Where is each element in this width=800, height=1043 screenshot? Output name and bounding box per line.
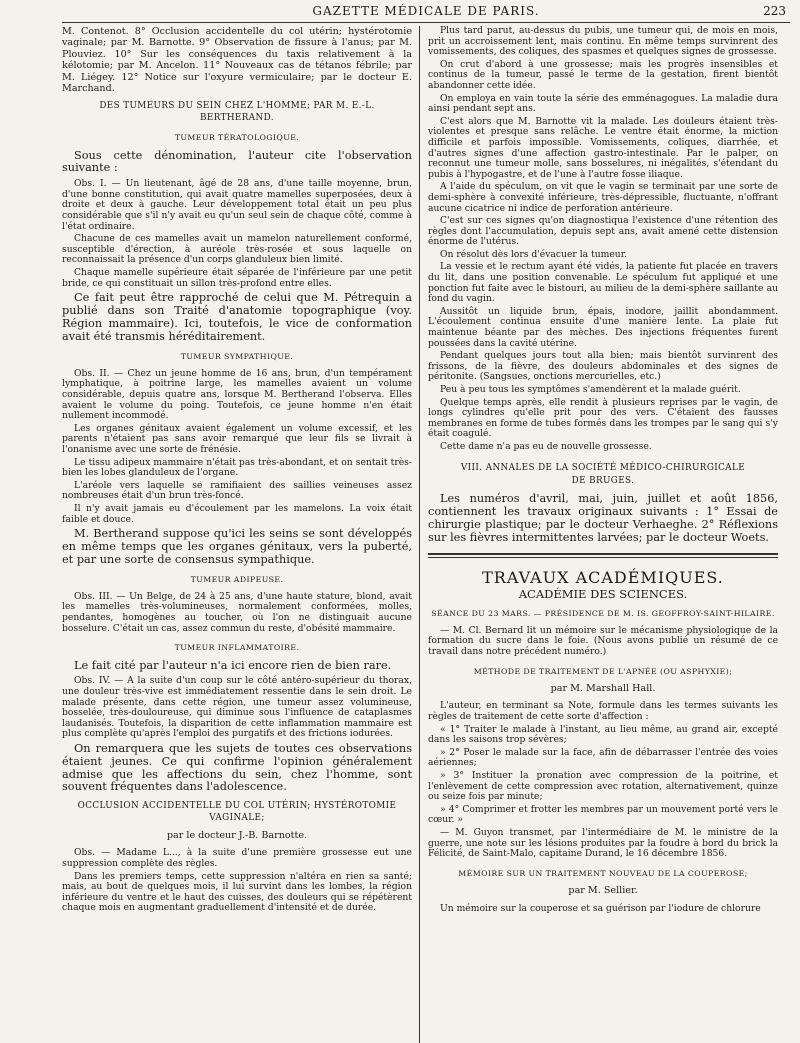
journal-title: GAZETTE MÉDICALE DE PARIS. xyxy=(312,4,540,18)
paragraph: On crut d'abord à une grossesse; mais les progrès insensibles et continus de la tumeur, passé le terme de la gestation, firent bientôt abandonner cette idée. xyxy=(428,58,778,91)
paragraph: Aussitôt un liquide brun, épais, inodore, jaillit abondamment. L'écoulement continua ensuite d'une manière lente. La plaie fut maintenue béante par des mèches. Des injections fréquentes furent poussées dans la cavité utérine. xyxy=(428,305,778,349)
observation-paragraph: L'aréole vers laquelle se ramifiaient des saillies veineuses assez nombreuses était d'un brun très-foncé. xyxy=(62,479,412,502)
page-header xyxy=(62,0,790,23)
page-number: 223 xyxy=(763,4,786,18)
paragraph: La vessie et le rectum ayant été vidés, la patiente fut placée en travers du lit, dans une position convenable. Le spéculum fut appliqué et une ponction fut faite avec le bistouri, au milieu de la demi-sphère saillante au fond du vagin. xyxy=(428,261,778,305)
right-column xyxy=(420,26,778,1043)
paragraph: On remarquera que les sujets de toutes ces observations étaient jeunes. Ce qui confirme l'opinion généralement admise que les affections du sein, chez l'homme, sont souvent fréquentes dans l'adolescence. xyxy=(62,742,412,794)
paragraph: » 4° Comprimer et frotter les membres par un mouvement porté vers le cœur. » xyxy=(428,803,778,826)
observation-paragraph: Le tissu adipeux mammaire n'était pas très-abondant, et on sentait très-bien les lobes glanduleux de l'organe. xyxy=(62,456,412,479)
subsection-author: par M. Sellier. xyxy=(568,885,638,897)
section-title: DES TUMEURS DU SEIN CHEZ L'HOMME; PAR M. E.-L. BERTHERAND. xyxy=(99,101,375,123)
section-subtitle: DE BRUGES. xyxy=(571,475,635,486)
subsection-title: TUMEUR INFLAMMATOIRE. xyxy=(174,643,300,653)
paragraph: Pendant quelques jours tout alla bien; mais bientôt survinrent des frissons, de la fièvre, des douleurs abdominales et des signes de péritonite. (Sangsues, onctions mercurielles, etc.) xyxy=(428,350,778,383)
paragraph: — M. Cl. Bernard lit un mémoire sur le mécanisme physiologique de la formation du sucre dans le foie. (Nous avons publié un résumé de ce travail dans notre précédent numéro.) xyxy=(428,624,778,657)
observation-paragraph: Obs. IV. — A la suite d'un coup sur le côté antéro-supérieur du thorax, une douleur très-vive est immédiatement ressentie dans le sein droit. Le malade présente, dans cette région, une tumeur assez volumineuse, bosselée, très-douloureuse, qui diminue sous l'influence de cataplasmes laudanisés. Toutefois, la disparition de cette inflammation mammaire est plus complète qu'après l'emploi des purgatifs et des frictions iodurées. xyxy=(62,675,412,740)
academy-title: ACADÉMIE DES SCIENCES. xyxy=(518,586,688,601)
observation-paragraph: Obs. III. — Un Belge, de 24 à 25 ans, d'une haute stature, blond, avait les mamelles très-volumineuses, normalement conformées, molles, pendantes, homogènes au toucher, où l'on ne distinguait aucune bosselure. C'était un cas, assez commun du reste, d'obésité mammaire. xyxy=(62,590,412,634)
paragraph: Un mémoire sur la couperose et sa guérison par l'iodure de chlorure xyxy=(440,902,761,914)
observation-paragraph: Obs. II. — Chez un jeune homme de 16 ans, brun, d'un tempérament lymphatique, à poitrine large, les mamelles avaient un volume considérable, depuis quatre ans, lorsque M. Bertherand l'observa. Elles avaient le volume du poing. Toutefois, ce jeune homme n'en était nullement incommodé. xyxy=(62,367,412,422)
paragraph: Peu à peu tous les symptômes s'amendèrent et la malade guérit. xyxy=(440,384,741,395)
paragraph: Plus tard parut, au-dessus du pubis, une tumeur qui, de mois en mois, prit un accroissement lent, mais continu. En même temps survinrent des vomissements, des coliques, des spasmes et quelques signes de grossesse. xyxy=(428,26,778,58)
section-title: VIII. ANNALES DE LA SOCIÉTÉ MÉDICO-CHIRURGICALE xyxy=(460,462,746,473)
paragraph: Ce fait peut être rapproché de celui que M. Pétrequin a publié dans son Traité d'anatomie topographique (voy. Région mammaire). Ici, toutefois, le vice de conformation avait été transmis héréditairement. xyxy=(62,291,412,343)
paragraph: On résolut dès lors d'évacuer la tumeur. xyxy=(440,248,628,260)
observation-paragraph: Dans les premiers temps, cette suppression n'altéra en rien sa santé; mais, au bout de quelques mois, il lui survint dans les lombes, la région inférieure du ventre et le haut des cuisses, des douleurs qui se répétèrent chaque mois en augmentant graduellement d'intensité et de durée. xyxy=(62,870,412,914)
paragraph: C'est sur ces signes qu'on diagnostiqua l'existence d'une rétention des règles dont l'accumulation, depuis sept ans, avait amené cette distension énorme de l'utérus. xyxy=(428,215,778,248)
paragraph: » 2° Poser le malade sur la face, afin de débarrasser l'entrée des voies aériennes; xyxy=(428,746,778,769)
paragraph: A l'aide du spéculum, on vit que le vagin se terminait par une sorte de demi-sphère à convexité inférieure, très-dépressible, fluctuante, n'offrant aucune cicatrice ni indice de perforation antérieure. xyxy=(428,181,778,214)
columns xyxy=(62,26,790,1043)
observation-paragraph: Les organes génitaux avaient également un volume excessif, et les parents n'étaient pas sans avoir remarqué que leur fils se livrait à l'onanisme avec une sorte de frénésie. xyxy=(62,422,412,455)
paragraph: L'auteur, en terminant sa Note, formule dans les termes suivants les règles de traitement de cette sorte d'affection : xyxy=(428,700,778,722)
divider xyxy=(428,557,778,558)
subsection-title: MÉTHODE DE TRAITEMENT DE L'APNÉE (OU ASPHYXIE); xyxy=(473,666,733,676)
divider xyxy=(428,553,778,555)
seance-title: SÉANCE DU 23 MARS. — PRÉSIDENCE DE M. IS. GEOFFROY-SAINT-HILAIRE. xyxy=(431,609,775,619)
paragraph: Le fait cité par l'auteur n'a ici encore rien de bien rare. xyxy=(74,658,392,672)
paragraph: « 1° Traiter le malade à l'instant, au lieu même, au grand air, excepté dans les saisons trop sévères; xyxy=(428,723,778,746)
observation-paragraph: Obs. — Madame L..., à la suite d'une première grossesse eut une suppression complète des règles. xyxy=(62,847,412,870)
observation-paragraph: Il n'y avait jamais eu d'écoulement par les mamelons. La voix était faible et douce. xyxy=(62,502,412,525)
paragraph: — M. Guyon transmet, par l'intermédiaire de M. le ministre de la guerre, une note sur les lésions produites par la foudre à bord du brick la Félicité, de Saint-Malo, capitaine Durand, le 16 décembre 1856. xyxy=(428,826,778,860)
observation-paragraph: Chacune de ces mamelles avait un mamelon naturellement conformé, susceptible d'érection, à auréole très-rosée et sous laquelle on reconnaissait la présence d'un corps glanduleux bien limité. xyxy=(62,233,412,266)
travaux-title: TRAVAUX ACADÉMIQUES. xyxy=(482,567,724,587)
subsection-title: MÉMOIRE SUR UN TRAITEMENT NOUVEAU DE LA COUPEROSE; xyxy=(458,868,748,878)
subsection-author: par M. Marshall Hall. xyxy=(550,682,656,694)
left-column xyxy=(62,26,420,1043)
paragraph: M. Bertherand suppose qu'ici les seins se sont développés en même temps que les organes génitaux, vers la puberté, et par une sorte de consensus sympathique. xyxy=(62,527,412,566)
paragraph: C'est alors que M. Barnotte vit la malade. Les douleurs étaient très-violentes et presque sans relâche. Le ventre était énorme, la miction difficile et parfois impossible. Vomissements, coliques, diarrhée, et d'autres signes d'une affection gastro-intestinale. Par le palper, on reconnut une tumeur molle, sans bosselures, ni inégalités, s'étendant du pubis à l'hypogastre, et de l'une à l'autre fosse iliaque. xyxy=(428,115,778,180)
subsection-title: TUMEUR TÉRATOLOGIQUE. xyxy=(174,133,300,143)
observation-paragraph: Obs. I. — Un lieutenant, âgé de 28 ans, d'une taille moyenne, brun, d'une bonne constitution, qui avait quatre mamelles superposées, deux à droite et deux à gauche. Leur développement total était un peu plus considérable que s'il n'y avait eu qu'un seul sein de chaque côté, comme à l'état ordinaire. xyxy=(62,178,412,232)
paragraph: On employa en vain toute la série des emménagogues. La maladie dura ainsi pendant sept ans. xyxy=(428,92,778,115)
section-author: par le docteur J.-B. Barnotte. xyxy=(166,830,308,842)
paragraph: Les numéros d'avril, mai, juin, juillet et août 1856, contiennent les travaux originaux suivants : 1° Essai de chirurgie plastique; par le docteur Verhaeghe. 2° Réflexions sur les fièvres intermittentes larvées; par le docteur Woets. xyxy=(428,492,778,544)
observation-paragraph: Chaque mamelle supérieure était séparée de l'inférieure par une petit bride, ce qui constituait un sillon très-profond entre elles. xyxy=(62,267,412,289)
subsection-title: TUMEUR SYMPATHIQUE. xyxy=(180,352,294,362)
paragraph: Sous cette dénomination, l'auteur cite l'observation suivante : xyxy=(62,148,412,175)
section-title: OCCLUSION ACCIDENTELLE DU COL UTÉRIN; HYSTÉROTOMIE VAGINALE; xyxy=(77,801,397,823)
paragraph: » 3° Instituer la pronation avec compression de la poitrine, et l'enlèvement de cette compression avec rotation, alternativement, quinze ou seize fois par minute; xyxy=(428,769,778,803)
paragraph: Quelque temps après, elle rendit à plusieurs reprises par le vagin, de longs cylindres qu'elle prit pour des vers. C'étaient des fausses membranes en forme de tubes formés dans les trompes par le sang qui s'y était coagulé. xyxy=(428,396,778,440)
subsection-title: TUMEUR ADIPEUSE. xyxy=(190,575,284,585)
paragraph: Cette dame n'a pas eu de nouvelle grossesse. xyxy=(440,440,652,452)
intro-paragraph: M. Contenot. 8° Occlusion accidentelle du col utérin; hystérotomie vaginale; par M. Barnotte. 9° Observation de fissure à l'anus; par M. Plouviez. 10° Sur les conséquences du taxis relativement à la kélotomie; par M. Ancelon. 11° Nouveaux cas de tétanos fébrile; par M. Liégey. 12° Notice sur l'oxyure vermiculaire; par le docteur E. Marchand. xyxy=(62,26,412,95)
